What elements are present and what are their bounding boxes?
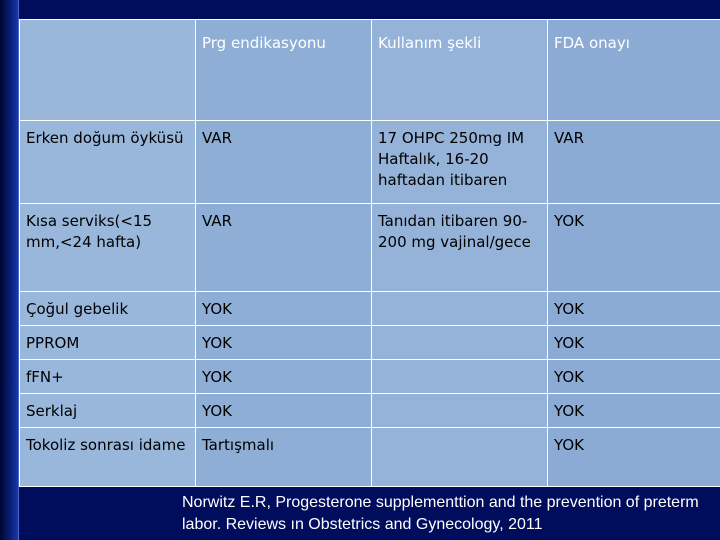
row-label: fFN+ [20, 360, 196, 394]
citation-text: Norwitz E.R, Progesterone supplementtion and the prevention of preterm labor. Reviews ın Obstetrics and Gynecology, 2011 [182, 494, 699, 533]
table-row [20, 394, 720, 428]
row-usage-value [372, 394, 548, 428]
header-cell-prg-endikasyonu: Prg endikasyonu [196, 20, 372, 121]
row-label: Tokoliz sonrası idame [20, 428, 196, 487]
row-prg-value: YOK [196, 360, 372, 394]
row-fda-value: YOK [548, 360, 720, 394]
row-prg-value: YOK [196, 394, 372, 428]
table-row [20, 292, 720, 326]
row-fda-value: YOK [548, 292, 720, 326]
left-accent-stripe [0, 0, 18, 540]
row-usage-value [372, 360, 548, 394]
progesterone-indication-table [19, 19, 720, 487]
row-label: PPROM [20, 326, 196, 360]
row-fda-value: YOK [548, 394, 720, 428]
header-cell-empty [20, 20, 196, 121]
row-usage-value: Tanıdan itibaren 90-200 mg vajinal/gece [372, 204, 548, 292]
row-prg-value: YOK [196, 292, 372, 326]
row-fda-value: YOK [548, 428, 720, 487]
row-fda-value: YOK [548, 326, 720, 360]
row-label: Kısa serviks(<15 mm,<24 hafta) [20, 204, 196, 292]
row-label: Erken doğum öyküsü [20, 121, 196, 204]
table-row [20, 204, 720, 292]
row-prg-value: Tartışmalı [196, 428, 372, 487]
header-cell-kullanim-sekli: Kullanım şekli [372, 20, 548, 121]
table-row [20, 428, 720, 487]
row-usage-value [372, 428, 548, 487]
table-row [20, 326, 720, 360]
row-usage-value [372, 292, 548, 326]
row-fda-value: YOK [548, 204, 720, 292]
table-row [20, 360, 720, 394]
row-usage-value [372, 326, 548, 360]
row-prg-value: VAR [196, 204, 372, 292]
row-prg-value: VAR [196, 121, 372, 204]
header-cell-fda-onayi: FDA onayı [548, 20, 720, 121]
row-label: Serklaj [20, 394, 196, 428]
row-label: Çoğul gebelik [20, 292, 196, 326]
row-prg-value: YOK [196, 326, 372, 360]
row-fda-value: VAR [548, 121, 720, 204]
row-usage-value: 17 OHPC 250mg IM Haftalık, 16-20 haftadan itibaren [372, 121, 548, 204]
table-header-row [20, 20, 720, 121]
table-row [20, 121, 720, 204]
